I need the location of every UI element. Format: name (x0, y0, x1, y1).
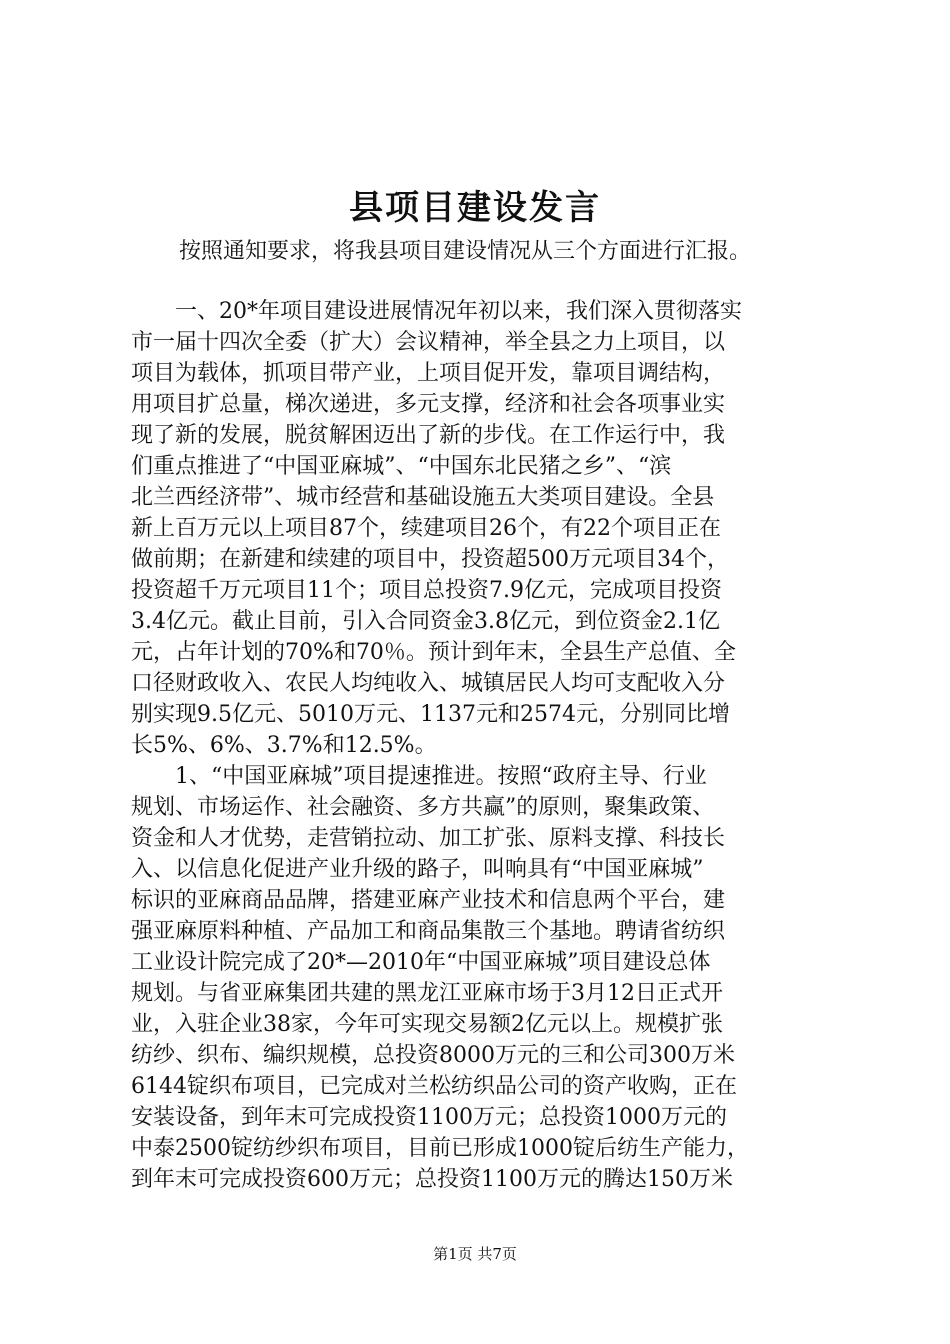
paragraph-project-progress (131, 296, 831, 761)
text-line: 工业设计院完成了20*—2010年“中国亚麻城”项目建设总体 (131, 950, 711, 975)
text-line: 市一届十四次全委（扩大）会议精神，举全县之力上项目，以 (131, 330, 726, 355)
text-line: 们重点推进了“中国亚麻城”、“中国东北民猪之乡”、“滨 (131, 454, 672, 479)
text-line: 项目为载体，抓项目带产业，上项目促开发，靠项目调结构， (131, 361, 726, 386)
text-line: 资金和人才优势，走营销拉动、加工扩张、原料支撑、科技长 (131, 826, 726, 851)
text-line: 别实现9.5亿元、5010万元、1137元和2574元，分别同比增 (131, 702, 730, 727)
text-line: 标识的亚麻商品品牌，搭建亚麻产业技术和信息两个平台，建 (131, 888, 726, 913)
text-line: 规划。与省亚麻集团共建的黑龙江亚麻市场于3月12日正式开 (131, 981, 723, 1006)
page-footer: 第1页 共7页 (433, 1245, 517, 1263)
intro-paragraph: 按照通知要求，将我县项目建设情况从三个方面进行汇报。 (179, 239, 752, 264)
text-line: 6144锭织布项目，已完成对兰松纺织品公司的资产收购，正在 (131, 1074, 737, 1099)
text-line: 元，占年计划的70%和70％。预计到年末，全县生产总值、全 (131, 640, 736, 665)
text-line: 强亚麻原料种植、产品加工和商品集散三个基地。聘请省纺织 (131, 919, 726, 944)
page-title: 县项目建设发言 (349, 188, 601, 228)
text-line: 用项目扩总量，梯次递进，多元支撑，经济和社会各项事业实 (131, 392, 726, 417)
text-line: 业，入驻企业38家，今年可实现交易额2亿元以上。规模扩张 (131, 1012, 723, 1037)
text-line: 一、20*年项目建设进展情况年初以来，我们深入贯彻落实 (175, 299, 742, 324)
document-body (131, 296, 831, 1195)
text-line: 1、“中国亚麻城”项目提速推进。按照“政府主导、行业 (175, 764, 707, 789)
text-line: 现了新的发展，脱贫解困迈出了新的步伐。在工作运行中，我 (131, 423, 726, 448)
text-line: 3.4亿元。截止目前，引入合同资金3.8亿元，到位资金2.1亿 (131, 609, 720, 634)
text-line: 口径财政收入、农民人均纯收入、城镇居民人均可支配收入分 (131, 671, 726, 696)
text-line: 长5%、6%、3.7%和12.5%。 (131, 733, 437, 758)
text-line: 北兰西经济带”、城市经营和基础设施五大类项目建设。全县 (131, 485, 715, 510)
text-line: 到年末可完成投资600万元；总投资1100万元的腾达150万米 (131, 1167, 733, 1192)
text-line: 入、以信息化促进产业升级的路子，叫响具有“中国亚麻城” (131, 857, 704, 882)
text-line: 新上百万元以上项目87个，续建项目26个，有22个项目正在 (131, 516, 721, 541)
text-line: 规划、市场运作、社会融资、多方共赢”的原则，聚集政策、 (131, 795, 715, 820)
paragraph-linen-city (131, 761, 831, 1195)
text-line: 投资超千万元项目11个；项目总投资7.9亿元，完成项目投资 (131, 578, 722, 603)
text-line: 中泰2500锭纺纱织布项目，目前已形成1000锭后纺生产能力， (131, 1136, 749, 1161)
text-line: 做前期；在新建和续建的项目中，投资超500万元项目34个， (131, 547, 729, 572)
text-line: 纺纱、织布、编织规模，总投资8000万元的三和公司300万米 (131, 1043, 735, 1068)
text-line: 安装设备，到年末可完成投资1100万元；总投资1000万元的 (131, 1105, 727, 1130)
